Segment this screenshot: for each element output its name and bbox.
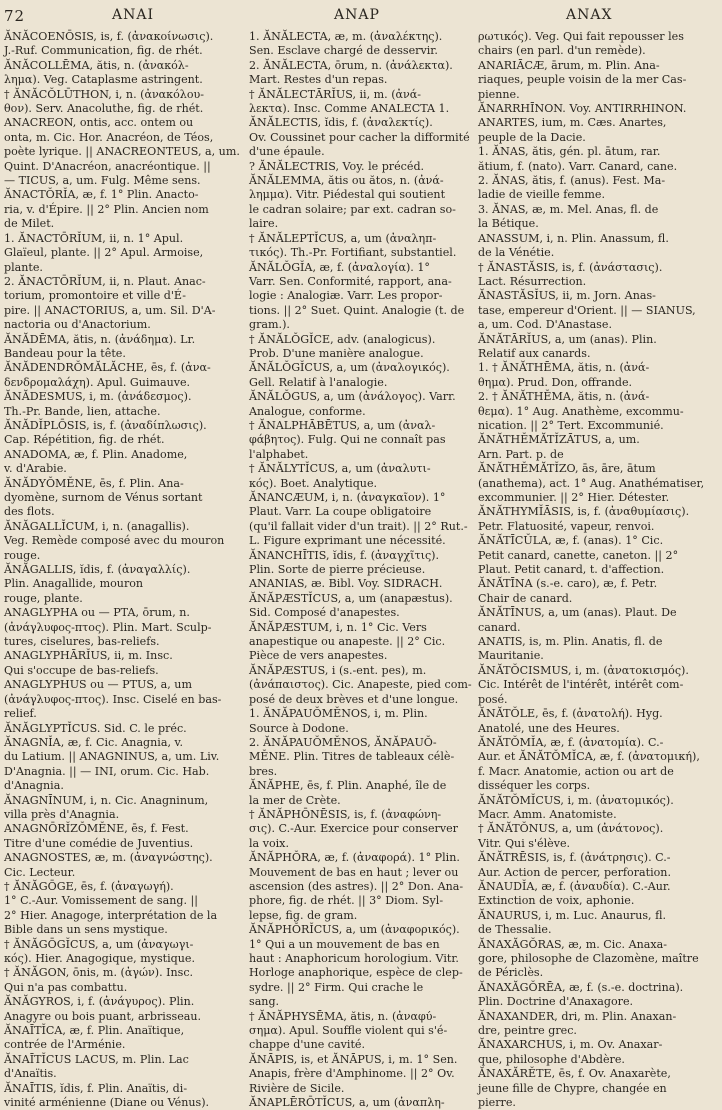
entry-line: Macr. Amm. Anatomiste. [478, 807, 617, 821]
entry-line: pire. || ANACTORIUS, a, um. Sil. D'A- [4, 303, 216, 317]
entry-line: ĂNĀPIS, is, et ĂNĀPUS, i, m. 1° Sen. [249, 1052, 458, 1066]
entry-line: gore, philosophe de Clazomène, maître [478, 952, 699, 965]
entry-line: chappe d'une cavité. [249, 1038, 365, 1052]
entry-line: 2. ĂNAS, ătis, f. (anus). Fest. Ma- [478, 174, 666, 188]
entry-line: d'une épaule. [249, 145, 325, 159]
entry-line: ANAGLYPHA ou — PTA, ōrum, n. [4, 606, 190, 620]
entry-line: Arn. Part. p. de [478, 447, 564, 461]
entry-line: Cic. Lecteur. [4, 865, 76, 879]
entry-line: Th.-Pr. Bande, lien, attache. [4, 404, 161, 418]
entry-line: Anatolé, une des Heures. [478, 721, 620, 735]
entry-line: villa près d'Anagnia. [4, 807, 120, 821]
entry-line: 2° Hier. Anagoge, interprétation de la [4, 908, 218, 922]
entry-line: Plaut. Petit canard, t. d'affection. [478, 563, 665, 577]
entry-line: jeune fille de Chypre, changée en [478, 1081, 667, 1095]
entry-line: f. Macr. Anatomie, action ou art de [478, 764, 674, 778]
entry-line: φάβητος). Fulg. Qui ne connaît pas [249, 433, 446, 447]
entry-line: ĂNĂGLYPTĬCUS. Sid. C. le préc. [4, 721, 187, 735]
entry-line: Rivière de Sicile. [249, 1081, 345, 1095]
entry-line: ĂNĂTŎMĬCUS, i, m. (ἀνατομικός). [478, 793, 674, 807]
entry-line: du Latium. || ANAGNINUS, a, um. Liv. [4, 750, 220, 764]
entry-line: tions. || 2° Suet. Quint. Analogie (t. de [249, 303, 465, 317]
entry-line: 2. ĂNACTŌRĬUM, ii, n. Plaut. Anac- [4, 274, 206, 288]
entry-line: 2. † ĂNĂTHĔMA, ătis, n. (ἀνά- [478, 390, 650, 404]
entry-line: ANADOMA, æ, f. Plin. Anadome, [4, 447, 188, 461]
entry-line: † ĂNĂLEPTĬCUS, a, um (ἀναληπ- [249, 231, 437, 245]
entry-line: Gell. Relatif à l'analogie. [249, 375, 388, 389]
entry-line: ĂNĂGALLĬCUM, i, n. (anagallis). [4, 519, 190, 533]
entry-line: ĂNĂPHE, ēs, f. Plin. Anaphé, île de [249, 779, 447, 793]
entry-line: ANANIAS, æ. Bibl. Voy. SIDRACH. [249, 577, 443, 591]
entry-line: logie : Analogiæ. Varr. Les propor- [249, 289, 443, 303]
entry-line: ĂNĂLŎGĬA, æ, f. (ἀναλογία). 1° [249, 260, 430, 274]
entry-line: 1° C.-Aur. Vomissement de sang. || [4, 894, 198, 908]
entry-line: ĂNAXANDER, dri, m. Plin. Anaxan- [478, 1009, 677, 1023]
entry-line: de Périclès. [478, 966, 544, 980]
entry-line: ANAGNŌRĬZŎMĔNE, ēs, f. Fest. [4, 822, 189, 836]
entry-line: ĂNĂCOENŌSIS, is, f. (ἀνακοίνωσις). [4, 30, 214, 43]
entry-line: chairs (en parl. d'un remède). [478, 44, 646, 58]
entry-line: Relatif aux canards. [478, 346, 591, 360]
entry-line: † ĂNĂGON, ōnis, m. (ἀγών). Insc. [4, 966, 194, 980]
entry-line: † ĂNĂTŎNUS, a, um (ἀνάτονος). [478, 822, 664, 836]
entry-line: posé de deux brèves et d'une longue. [249, 692, 459, 706]
entry-line: ĂNAUDĬA, æ, f. (ἀναυδία). C.-Aur. [478, 879, 671, 893]
entry-line: ANARIĀCÆ, ārum, m. Plin. Ana- [478, 58, 660, 72]
entry-line: ĂNĂTŎLE, ēs, f. (ἀνατολή). Hyg. [478, 707, 663, 721]
entry-line: rouge, plante. [4, 591, 83, 605]
entry-line: ĂNĂDĬPLŌSIS, is, f. (ἀναδίπλωσις). [4, 418, 207, 432]
entry-line: ρωτικός). Veg. Qui fait repousser les [478, 30, 684, 43]
entry-line: ĂNĂTĪNA (s.-e. caro), æ, f. Petr. [478, 577, 658, 591]
entry-line: Quint. D'Anacréon, anacréontique. || [4, 159, 211, 173]
entry-line: poète lyrique. || ANACREONTEUS, a, um. [4, 145, 240, 159]
entry-line: ĂNĂTŎCISMUS, i, m. (ἀνατοκισμός). [478, 663, 689, 677]
entry-line: ĂNASTĂSĬUS, ii, m. Jorn. Anas- [478, 289, 656, 303]
entry-line: ascension (des astres). || 2° Don. Ana- [249, 879, 464, 893]
entry-line: ĂNĂGALLIS, ĭdis, f. (ἀναγαλλίς). [4, 563, 191, 577]
entry-line: dre, peintre grec. [478, 1024, 577, 1038]
entry-line: σημα). Apul. Souffle violent qui s'é- [249, 1024, 448, 1038]
entry-line: ĂNAXĂGŎRĒA, æ, f. (s.-e. doctrina). [478, 980, 684, 994]
entry-line: onta, m. Cic. Hor. Anacréon, de Téos, [4, 130, 214, 144]
entry-line: la Bétique. [478, 217, 539, 231]
entry-line: pierre. [478, 1096, 516, 1110]
entry-line: ĂNAPLĒRŌTĬCUS, a, um (ἀναπλη- [249, 1096, 445, 1110]
entry-line: nication. || 2° Tert. Excommunié. [478, 418, 664, 432]
entry-line: † ĂNASTĂSIS, is, f. (ἀνάστασις). [478, 260, 663, 274]
entry-line: ĂNĂLŎGUS, a, um (ἀνάλογος). Varr. [249, 390, 456, 404]
entry-line: Petit canard, canette, caneton. || 2° [478, 548, 679, 562]
entry-line: (ἀνάγλυφος-πτος). Plin. Mart. Sculp- [4, 620, 212, 634]
entry-line: 2. ĂNĂLECTA, ōrum, n. (ἀνάλεκτα). [249, 58, 453, 72]
entry-line: ĂNĂDENDRŎMĂLĂCHE, ēs, f. (ἀνα- [4, 361, 211, 375]
entry-line: † ĂNALPHĀBĒTUS, a, um (ἀναλ- [249, 418, 436, 432]
entry-line: ĂNAXARCHUS, i, m. Ov. Anaxar- [478, 1038, 663, 1052]
entry-line: 3. ĂNAS, æ, m. Mel. Anas, fl. de [478, 202, 659, 216]
entry-line: rouge. [4, 548, 41, 562]
entry-line: ĂNAXĂGŎRAS, æ, m. Cic. Anaxa- [478, 937, 667, 951]
entry-line: Ov. Coussinet pour cacher la difformité [249, 130, 470, 144]
entry-line: † ĂNĂPHYSĒMA, ătis, n. (ἀναφύ- [249, 1009, 437, 1023]
entry-line: J.-Ruf. Communication, fig. de rhét. [4, 44, 203, 58]
entry-line: ANAGLYPHUS ou — PTUS, a, um [4, 678, 192, 692]
entry-line: † ĂNĂLECTĀRĬUS, ii, m. (ἀνά- [249, 87, 422, 101]
entry-line: ĂNĂPÆSTĬCUS, a, um (anapæstus). [249, 591, 453, 605]
entry-line: ĂNĂLEMMA, ătis ou ătos, n. (ἀνά- [249, 174, 444, 188]
entry-line: de la Vénétie. [478, 246, 555, 260]
entry-line: ĂNANCHĪTIS, ĭdis, f. (ἀναγχῖτις). [249, 548, 440, 562]
entry-line: δενδρομαλάχη). Apul. Guimauve. [4, 375, 191, 389]
entry-line: phore, fig. de rhét. || 3° Diom. Syl- [249, 894, 444, 908]
column-left [4, 30, 244, 1110]
entry-line: d'Anaïtis. [4, 1067, 57, 1081]
entry-line: ĂNĂCOLLĒMA, ătis, n. (ἀνακόλ- [4, 58, 189, 72]
entry-line: Extinction de voix, aphonie. [478, 894, 635, 908]
entry-line: ĂNĂTRĒSIS, is, f. (ἀνάτρησις). C.- [478, 851, 671, 865]
entry-line: L. Figure exprimant une nécessité. [249, 534, 446, 548]
entry-line: ĂNAĪTIS, ĭdis, f. Plin. Anaïtis, di- [4, 1081, 188, 1095]
entry-line: ĂNĂPÆSTUS, i (s.-ent. pes), m. [249, 663, 427, 677]
entry-line: 2. ĂNĂPAUŎMĔNOS, ĂNĂPAUŎ- [249, 735, 437, 749]
entry-line: canard. [478, 620, 521, 634]
entry-line: relief. [4, 707, 37, 721]
entry-line: gram.). [249, 318, 290, 332]
entry-line: le cadran solaire; par ext. cadran so- [249, 202, 456, 216]
entry-line: λεκτα). Insc. Comme ANALECTA 1. [249, 102, 450, 116]
entry-line: τικός). Th.-Pr. Fortifiant, substantiel. [249, 246, 457, 260]
entry-line: plante. [4, 260, 43, 274]
entry-line: ĂNĂLŎGĬCUS, a, um (ἀναλογικός). [249, 361, 450, 375]
entry-line: Cic. Intérêt de l'intérêt, intérêt com- [478, 678, 684, 692]
entry-line: Chair de canard. [478, 591, 573, 605]
entry-line: laire. [249, 217, 279, 231]
entry-line: κός). Boet. Analytique. [249, 476, 378, 490]
entry-line: Aur. Action de percer, perforation. [478, 865, 671, 879]
entry-line: vinité arménienne (Diane ou Vénus). [4, 1096, 210, 1110]
entry-line: ĂNĂTĀRĬUS, a, um (anas). Plin. [478, 332, 657, 346]
entry-line: Varr. Sen. Conformité, rapport, ana- [249, 274, 452, 288]
entry-line: la voix. [249, 836, 289, 850]
entry-line: κός). Hier. Anagogique, mystique. [4, 952, 196, 965]
running-head-middle: ANAP [334, 7, 380, 23]
entry-line: Plin. Anagallide, mouron [4, 577, 144, 591]
entry-line: MĔNE. Plin. Titres de tableaux célè- [249, 750, 455, 764]
entry-line: ĂNĂPÆSTUM, i, n. 1° Cic. Vers [249, 620, 427, 634]
entry-line: ANACREON, ontis, acc. ontem ou [4, 116, 194, 130]
entry-line: 1. ĂNACTŌRĬUM, ii, n. 1° Apul. [4, 231, 184, 245]
entry-line: riaques, peuple voisin de la mer Cas- [478, 73, 687, 87]
entry-line: λημμα). Vitr. Piédestal qui soutient [249, 188, 446, 202]
entry-line: de Milet. [4, 217, 55, 231]
entry-line: ĂNAĪTĬCA, æ, f. Plin. Anaïtique, [4, 1024, 185, 1038]
entry-line: Glaïeul, plante. || 2° Apul. Armoise, [4, 246, 204, 260]
entry-line: ĂNĂTĪCŬLA, æ, f. (anas). 1° Cic. [478, 534, 664, 548]
page-number: 72 [4, 7, 26, 25]
entry-line: lepse, fig. de gram. [249, 908, 358, 922]
entry-line: Mouvement de bas en haut ; lever ou [249, 865, 459, 879]
entry-line: Horloge anaphorique, espèce de clep- [249, 966, 463, 980]
entry-line: excommunier. || 2° Hier. Détester. [478, 491, 670, 504]
entry-line: D'Anagnia. || — INI, orum. Cic. Hab. [4, 764, 210, 778]
entry-line: ĂNACTŎRĬA, æ, f. 1° Plin. Anacto- [4, 188, 199, 202]
entry-line: Mart. Restes d'un repas. [249, 73, 388, 87]
entry-line: ANARTES, ium, m. Cæs. Anartes, [478, 116, 667, 130]
entry-line: Qui s'occupe de bas-reliefs. [4, 663, 159, 677]
entry-line: ĂNAURUS, i, m. Luc. Anaurus, fl. [478, 908, 667, 922]
entry-line: ĂNĂGYROS, i, f. (ἀνάγυρος). Plin. [4, 995, 195, 1009]
entry-line: ĂNAXĂRĔTE, ēs, f. Ov. Anaxarète, [478, 1067, 671, 1081]
entry-line: bres. [249, 764, 278, 778]
entry-line: ria, v. d'Épire. || 2° Plin. Ancien nom [4, 202, 209, 216]
entry-line: ANATIS, is, m. Plin. Anatis, fl. de [478, 635, 663, 649]
entry-line: Cap. Répétition, fig. de rhét. [4, 433, 165, 447]
entry-line: ĂNĂTHĔMĂTĬZĀTUS, a, um. [478, 433, 640, 447]
entry-line: tase, empereur d'Orient. || — SIANUS, [478, 303, 696, 317]
entry-line: Lact. Résurrection. [478, 274, 587, 288]
running-head-right: ANAX [566, 7, 613, 23]
entry-line: 1. † ĂNĂTHĒMA, ătis, n. (ἀνά- [478, 361, 650, 375]
entry-line: ătium, f. (nato). Varr. Canard, cane. [478, 159, 678, 173]
entry-line: ĂNARRHĪNON. Voy. ANTIRRHINON. [478, 102, 687, 116]
entry-line: ĂNĂTŎMĬA, æ, f. (ἀνατομία). C.- [478, 735, 664, 749]
entry-line: des flots. [4, 505, 55, 519]
entry-line: Titre d'une comédie de Juventius. [4, 836, 194, 850]
entry-line: ĂNĂTHYMĬĀSIS, is, f. (ἀναθυμίασις). [478, 505, 690, 519]
entry-line: Bandeau pour la tête. [4, 346, 126, 360]
entry-line: (qu'il fallait vider d'un trait). || 2° Rut.- [249, 519, 468, 533]
entry-line: ladie de vieille femme. [478, 188, 606, 202]
entry-line: a, um. Cod. D'Anastase. [478, 318, 612, 332]
entry-line: † ĂNĂCŎLŪTHON, i, n. (ἀνακόλου- [4, 87, 204, 101]
entry-line: ĂNAGNĬA, æ, f. Cic. Anagnia, v. [4, 735, 183, 749]
entry-line: † ĂNĂLŎGĬCE, adv. (analogicus). [249, 332, 436, 346]
entry-line: sydre. || 2° Firm. Qui crache le [249, 980, 424, 994]
entry-line: ĂNĂDĒMA, ătis, n. (ἀνάδημα). Lr. [4, 332, 196, 346]
entry-line: Mauritanie. [478, 649, 544, 663]
entry-line: Bible dans un sens mystique. [4, 923, 168, 937]
entry-line: Sen. Esclave chargé de desservir. [249, 44, 438, 58]
entry-line: Pièce de vers anapestes. [249, 649, 388, 663]
entry-line: † ĂNĂGŌGE, ēs, f. (ἀναγωγή). [4, 879, 174, 893]
entry-line: Sid. Composé d'anapestes. [249, 606, 400, 620]
entry-line: † ĂNĂLYTĬCUS, a, um (ἀναλυτι- [249, 462, 431, 476]
entry-line: sang. [249, 995, 280, 1009]
entry-line: de Thessalie. [478, 923, 552, 937]
entry-line: que, philosophe d'Abdère. [478, 1052, 625, 1066]
entry-line: Veg. Remède composé avec du mouron [4, 534, 225, 548]
entry-line: haut : Anaphoricum horologium. Vitr. [249, 952, 459, 965]
entry-line: ĂNĂPHŎRA, æ, f. (ἀναφορά). 1° Plin. [249, 851, 460, 865]
entry-line: Aur. et ĂNĂTŎMĬCA, æ, f. (ἀνατομική), [478, 750, 700, 764]
entry-line: ĂNĂDESMUS, i, m. (ἀνάδεσμος). [4, 390, 192, 404]
entry-line: θεμα). 1° Aug. Anathème, excommu- [478, 404, 684, 418]
entry-line: θημα). Prud. Don, offrande. [478, 375, 633, 389]
column-right [478, 30, 719, 1110]
entry-line: l'alphabet. [249, 447, 309, 461]
entry-line: ANAGLYPHĀRĬUS, ii, m. Insc. [4, 649, 173, 663]
entry-line: anapestique ou anapeste. || 2° Cic. [249, 635, 446, 649]
entry-line: pienne. [478, 87, 520, 101]
entry-line: ĂNĂDYŎMĔNE, ēs, f. Plin. Ana- [4, 476, 184, 490]
column-middle [249, 30, 477, 1110]
entry-line: ĂNAGNĪNUM, i, n. Cic. Anagninum, [4, 793, 209, 807]
entry-line: † ĂNĂPHŌNĒSIS, is, f. (ἀναφώνη- [249, 807, 442, 821]
entry-line: Qui n'a pas combattu. [4, 980, 128, 994]
entry-line: ĂNĂLECTIS, ĭdis, f. (ἀναλεκτίς). [249, 116, 433, 130]
entry-line: Prob. D'une manière analogue. [249, 346, 424, 360]
entry-line: v. d'Arabie. [4, 462, 67, 476]
entry-line: ĂNĂTHĔMĂTĬZO, ās, āre, ātum [478, 462, 656, 476]
entry-line: contrée de l'Arménie. [4, 1038, 126, 1052]
entry-line: (ἀνάγλυφος-πτος). Insc. Ciselé en bas- [4, 692, 222, 706]
entry-line: disséquer les corps. [478, 779, 591, 793]
entry-line: d'Anagnia. [4, 779, 64, 793]
entry-line: λημα). Veg. Cataplasme astringent. [4, 73, 203, 87]
entry-line: (anathema), act. 1° Aug. Anathématiser, [478, 476, 705, 490]
entry-line: — TICUS, a, um. Fulg. Même sens. [4, 174, 201, 188]
entry-line: 1. ĂNĂLECTA, æ, m. (ἀναλέκτης). [249, 30, 443, 43]
entry-line: Plaut. Varr. La coupe obligatoire [249, 505, 432, 519]
entry-line: torium, promontoire et ville d'É- [4, 289, 186, 303]
entry-line: † ĂNĂGŌGĬCUS, a, um (ἀναγωγι- [4, 937, 194, 951]
entry-line: Petr. Flatuosité, vapeur, renvoi. [478, 519, 655, 533]
entry-line: tures, ciselures, bas-reliefs. [4, 635, 160, 649]
entry-line: peuple de la Dacie. [478, 130, 586, 144]
running-head-left: ANAI [112, 7, 155, 23]
entry-line: ? ĂNĂLECTRIS, Voy. le précéd. [249, 159, 425, 173]
entry-line: ĂNANCÆUM, i, n. (ἀναγκαῖον). 1° [249, 491, 446, 504]
entry-line: ĂNĂTĪNUS, a, um (anas). Plaut. De [478, 606, 677, 620]
entry-line: 1° Qui a un mouvement de bas en [249, 937, 440, 951]
entry-line: 1. ĂNAS, ătis, gén. pl. ātum, rar. [478, 145, 661, 159]
entry-line: Vitr. Qui s'élève. [478, 836, 571, 850]
entry-line: ANASSUM, i, n. Plin. Anassum, fl. [478, 231, 669, 245]
entry-line: Anagyre ou bois puant, arbrisseau. [4, 1009, 202, 1023]
entry-line: σις). C.-Aur. Exercice pour conserver [249, 822, 458, 836]
entry-line: θον). Serv. Anacoluthe, fig. de rhét. [4, 102, 204, 116]
entry-line: ĂNĂPHŎRĬCUS, a, um (ἀναφορικός). [249, 923, 460, 937]
entry-line: (ἀνάπαιστος). Cic. Anapeste, pied com- [249, 678, 472, 692]
entry-line: dyomène, surnom de Vénus sortant [4, 491, 203, 504]
entry-line: ĂNAĪTĬCUS LACUS, m. Plin. Lac [4, 1052, 189, 1066]
entry-line: Source à Dodone. [249, 721, 349, 735]
entry-line: Plin. Doctrine d'Anaxagore. [478, 995, 634, 1009]
entry-line: ANAGNOSTES, æ, m. (ἀναγνώστης). [4, 851, 213, 865]
entry-line: posé. [478, 692, 508, 706]
entry-line: 1. ĂNĂPAUŎMĔNOS, i, m. Plin. [249, 707, 428, 721]
entry-line: Analogue, conforme. [249, 404, 366, 418]
entry-line: Anapis, frère d'Amphinome. || 2° Ov. [249, 1067, 455, 1081]
entry-line: la mer de Crète. [249, 793, 341, 807]
entry-line: Plin. Sorte de pierre précieuse. [249, 563, 426, 577]
entry-line: nactoria ou d'Anactorium. [4, 318, 151, 332]
